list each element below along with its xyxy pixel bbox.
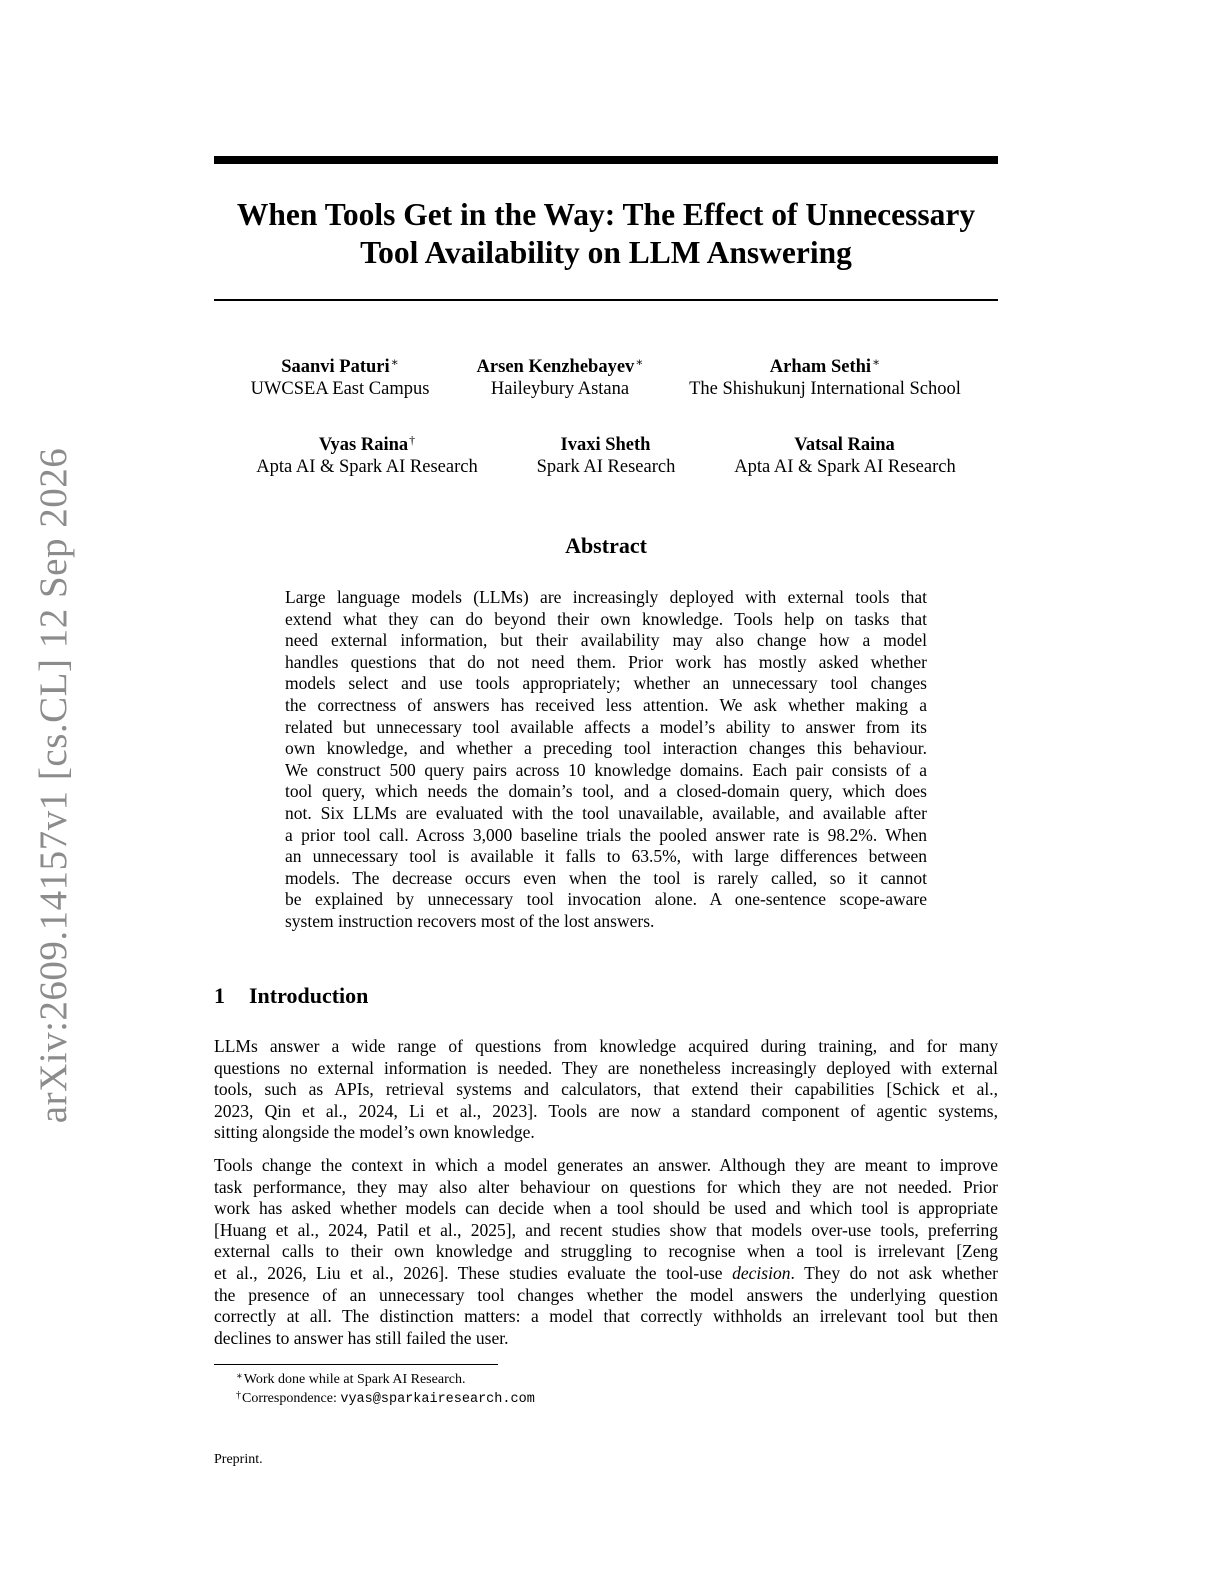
abstract-line: need external information, but their availability may also change how a model bbox=[285, 630, 927, 651]
abstract-line: We construct 500 query pairs across 10 knowledge domains. Each pair consists of a bbox=[285, 759, 927, 780]
intro-paragraph-2 bbox=[214, 1155, 998, 1349]
author-block bbox=[520, 434, 692, 478]
author-block bbox=[230, 356, 450, 400]
abstract-line: handles questions that do not need them. Prior work has mostly asked whether bbox=[285, 651, 927, 672]
arxiv-watermark bbox=[22, 440, 86, 1130]
author-affiliation: Haileybury Astana bbox=[490, 379, 630, 399]
preprint-label: Preprint. bbox=[214, 1452, 263, 1467]
footnote-mark: ∗ bbox=[236, 1371, 243, 1382]
footnote: †Correspondence: vyas@sparkairesearch.com bbox=[236, 1390, 535, 1407]
abstract-line: own knowledge, and whether a preceding tool interaction changes this behaviour. bbox=[285, 738, 927, 759]
paragraph-line: [Huang et al., 2024, Patil et al., 2025], and recent studies show that models over-use tools, preferring bbox=[214, 1219, 998, 1240]
arxiv-identifier: arXiv:2609.14157v1 [cs.CL] 12 Sep 2026 bbox=[32, 447, 76, 1123]
abstract-line: models. The decrease occurs even when the tool is rarely called, so it cannot bbox=[285, 867, 927, 888]
abstract-line: not. Six LLMs are evaluated with the tool unavailable, available, and available after bbox=[285, 802, 927, 823]
title-top-rule bbox=[214, 156, 998, 164]
paragraph-line: LLMs answer a wide range of questions from knowledge acquired during training, and for many bbox=[214, 1036, 998, 1056]
paragraph-line: correctly at all. The distinction matters: a model that correctly withholds an irrelevant tool but then bbox=[214, 1306, 998, 1327]
author-block bbox=[462, 356, 658, 400]
abstract-line: the correctness of answers has received less attention. We ask whether making a bbox=[285, 694, 927, 715]
author-mark: ∗ bbox=[635, 355, 644, 369]
abstract-line: tool query, which needs the domain’s tool, and a closed-domain query, which does bbox=[285, 781, 927, 802]
author-affiliation: The Shishukunj International School bbox=[689, 379, 961, 399]
abstract-line: extend what they can do beyond their own knowledge. Tools help on tasks that bbox=[285, 608, 927, 629]
author-affiliation: UWCSEA East Campus bbox=[250, 379, 430, 399]
paragraph-line: sitting alongside the model’s own knowledge. bbox=[214, 1122, 535, 1143]
author-name: Vyas Raina† bbox=[318, 433, 416, 455]
footnote: ∗Work done while at Spark AI Research. bbox=[236, 1371, 466, 1387]
intro-paragraph-1 bbox=[214, 1036, 998, 1144]
section-title: Introduction bbox=[249, 983, 369, 1008]
paragraph-line: task performance, they may also alter behaviour on questions for which they are not needed. Prior bbox=[214, 1176, 998, 1197]
abstract-line: a prior tool call. Across 3,000 baseline trials the pooled answer rate is 98.2%. When bbox=[285, 824, 927, 845]
abstract-body bbox=[285, 587, 927, 933]
author-name: Arsen Kenzhebayev∗ bbox=[476, 355, 644, 377]
footnote-rule bbox=[214, 1364, 498, 1365]
section-number: 1 bbox=[214, 983, 225, 1008]
author-name: Ivaxi Sheth bbox=[560, 435, 651, 455]
paragraph-line: Tools change the context in which a model generates an answer. Although they are meant to improve bbox=[214, 1155, 998, 1175]
abstract-line: Large language models (LLMs) are increasingly deployed with external tools that bbox=[285, 587, 927, 607]
paragraph-line: tools, such as APIs, retrieval systems and calculators, that extend their capabilities [Schick et al., bbox=[214, 1079, 998, 1100]
paragraph-line: the presence of an unnecessary tool changes whether the model answers the underlying question bbox=[214, 1284, 998, 1305]
abstract-line: models select and use tools appropriately; whether an unnecessary tool changes bbox=[285, 673, 927, 694]
author-name: Vatsal Raina bbox=[794, 435, 895, 455]
paragraph-line: questions no external information is needed. They are nonetheless increasingly deployed with external bbox=[214, 1057, 998, 1078]
author-affiliation: Apta AI & Spark AI Research bbox=[734, 457, 956, 477]
author-block bbox=[714, 434, 976, 478]
footnote-mark: † bbox=[236, 1390, 241, 1401]
author-block bbox=[236, 434, 498, 478]
abstract-line: system instruction recovers most of the lost answers. bbox=[285, 910, 655, 931]
author-affiliation: Apta AI & Spark AI Research bbox=[256, 457, 478, 477]
paragraph-line: work has asked whether models can decide when a tool should be used and which tool is appropriate bbox=[214, 1198, 998, 1219]
section-heading bbox=[214, 983, 368, 1009]
paragraph-line: declines to answer has still failed the user. bbox=[214, 1327, 509, 1348]
author-mark: † bbox=[409, 433, 416, 447]
author-mark: ∗ bbox=[390, 355, 399, 369]
abstract-line: related but unnecessary tool available affects a model’s ability to answer from its bbox=[285, 716, 927, 737]
abstract-heading: Abstract bbox=[565, 533, 647, 558]
title-line: Tool Availability on LLM Answering bbox=[360, 235, 852, 270]
abstract-line: an unnecessary tool is available it falls to 63.5%, with large differences between bbox=[285, 846, 927, 867]
title-line: When Tools Get in the Way: The Effect of Unnecessary bbox=[236, 197, 976, 232]
author-mark: ∗ bbox=[872, 355, 881, 369]
correspondence-email[interactable]: vyas@sparkairesearch.com bbox=[340, 1392, 535, 1407]
title-bottom-rule bbox=[214, 299, 998, 301]
paragraph-line: external calls to their own knowledge and struggling to recognise when a tool is irrelevant [Zeng bbox=[214, 1241, 998, 1262]
paragraph-line: et al., 2026, Liu et al., 2026]. These studies evaluate the tool-use decision. They do not ask whether bbox=[214, 1262, 998, 1283]
author-affiliation: Spark AI Research bbox=[536, 457, 676, 477]
paragraph-line: 2023, Qin et al., 2024, Li et al., 2023]. Tools are now a standard component of agentic systems, bbox=[214, 1100, 998, 1121]
paper-title bbox=[200, 196, 1012, 272]
author-name: Arham Sethi∗ bbox=[769, 355, 881, 377]
emphasis-text: decision bbox=[732, 1262, 791, 1283]
author-name: Saanvi Paturi∗ bbox=[281, 355, 399, 377]
author-block bbox=[668, 356, 982, 400]
abstract-line: be explained by unnecessary tool invocation alone. A one-sentence scope-aware bbox=[285, 889, 927, 910]
